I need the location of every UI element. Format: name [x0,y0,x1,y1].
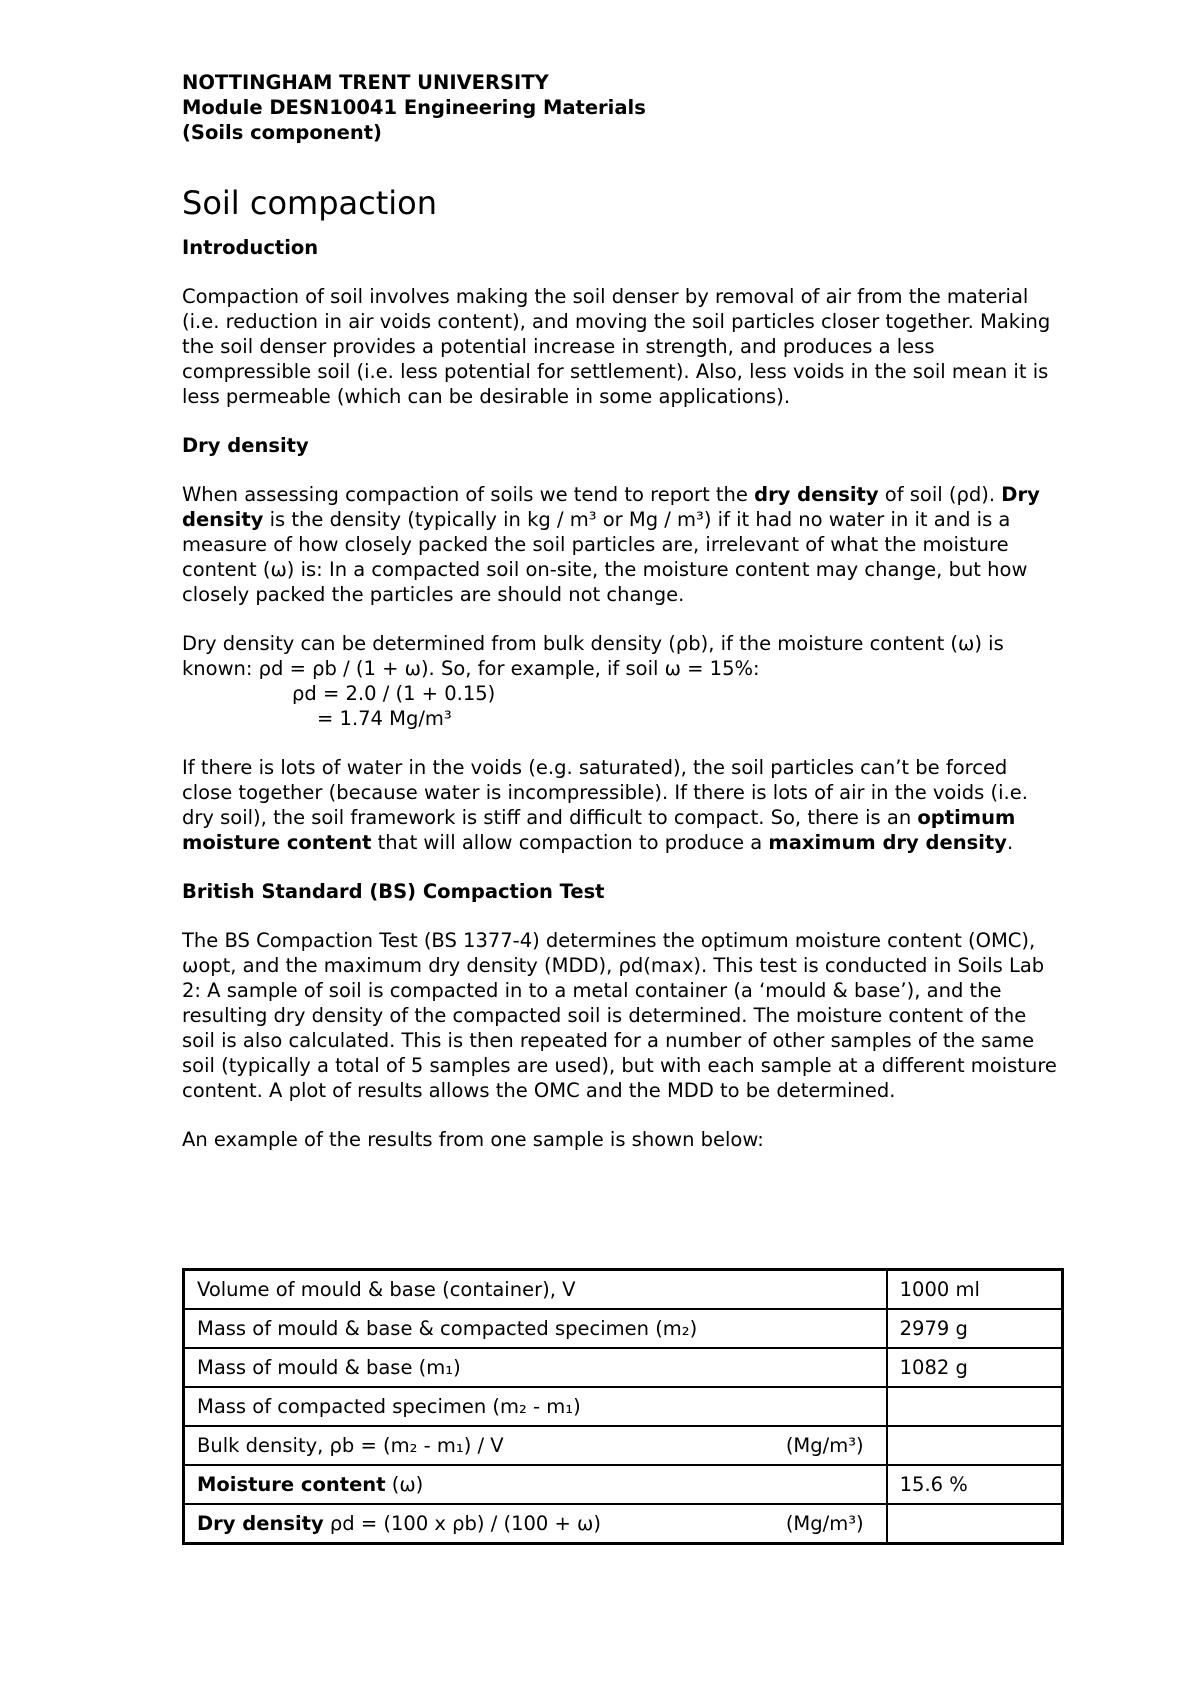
table-cell-value [887,1387,1063,1426]
bulk-density-unit: (Mg/m³) [785,1434,864,1457]
header-component: (Soils component) [182,121,382,144]
table-cell-label [184,1426,887,1465]
bulk-density-label: Bulk density, ρb = (m₂ - m₁) / V [197,1434,504,1457]
bs-test-heading: British Standard (BS) Compaction Test [182,880,605,903]
table-cell-value: 15.6 % [887,1465,1063,1504]
table-cell-label [184,1504,887,1544]
table-row [184,1465,1063,1504]
table-cell-label [184,1465,887,1504]
formula-line-1: ρd = 2.0 / (1 + 0.15) [292,682,496,705]
table-cell-value [887,1426,1063,1465]
table-row [184,1348,1063,1387]
example-intro: An example of the results from one sample is shown below: [182,1128,764,1151]
table-cell-value: 2979 g [887,1309,1063,1348]
table-row [184,1426,1063,1465]
moisture-content-label: Moisture content [197,1473,386,1496]
dry-density-paragraph-1: When assessing compaction of soils we tend to report the dry density of soil (ρd). Dry density is the density (typically in kg / m³ or Mg / m³) if it had no water in it and is a measure of how closely packed the soil particles are, irrelevant of what the moisture content (ω) is: In a compacted soil on-site, the moisture content may change, but how closely packed the particles are should not change. [182,483,1040,606]
table-row [184,1387,1063,1426]
bs-test-paragraph: The BS Compaction Test (BS 1377-4) determines the optimum moisture content (OMC), ωopt, and the maximum dry density (MDD), ρd(max). This test is conducted in Soils Lab 2: A sample of soil is compacted in to a metal container (a ‘mould & base’), and the resulting dry density of the compacted soil is determined. The moisture content of the soil is also calculated. This is then repeated for a number of other samples of the same soil (typically a total of 5 samples are used), but with each sample at a different moisture content. A plot of results allows the OMC and the MDD to be determined. [182,929,1057,1102]
dry-density-paragraph-3: If there is lots of water in the voids (e.g. saturated), the soil particles can’t be forced close together (because water is incompressible). If there is lots of air in the voids (i.e. dry soil), the soil framework is stiff and difficult to compact. So, there is an optimum moisture content that will allow compaction to produce a maximum dry density. [182,756,1028,854]
table-cell-label: Mass of mould & base (m₁) [184,1348,887,1387]
dry-density-heading: Dry density [182,434,309,457]
table-row [184,1309,1063,1348]
dry-density-paragraph-2: Dry density can be determined from bulk density (ρb), if the moisture content (ω) is known: ρd = ρb / (1 + ω). So, for example, if soil ω = 15%: [182,632,1004,680]
table-row [184,1504,1063,1544]
table-cell-label: Volume of mould & base (container), V [184,1270,887,1310]
results-table [182,1268,1064,1545]
dry-density-formula: ρd = (100 x ρb) / (100 + ω) [323,1512,601,1535]
intro-heading: Introduction [182,236,319,259]
table-cell-label: Mass of mould & base & compacted specimen (m₂) [184,1309,887,1348]
dry-density-unit: (Mg/m³) [785,1512,864,1535]
table-cell-value: 1000 ml [887,1270,1063,1310]
header-module: Module DESN10041 Engineering Materials [182,96,646,119]
table-cell-label: Mass of compacted specimen (m₂ - m₁) [184,1387,887,1426]
table-cell-value: 1082 g [887,1348,1063,1387]
intro-paragraph: Compaction of soil involves making the soil denser by removal of air from the material (i.e. reduction in air voids content), and moving the soil particles closer together. Making the soil denser provides a potential increase in strength, and produces a less compressible soil (i.e. less potential for settlement). Also, less voids in the soil mean it is less permeable (which can be desirable in some applications). [182,285,1051,408]
header-university: NOTTINGHAM TRENT UNIVERSITY [182,71,549,94]
table-row [184,1270,1063,1310]
page-title: Soil compaction [182,184,437,222]
document-page [182,70,1062,1152]
formula-line-2: = 1.74 Mg/m³ [317,707,452,730]
dry-density-label: Dry density [197,1512,324,1535]
table-cell-value [887,1504,1063,1544]
moisture-content-symbol: (ω) [385,1473,424,1496]
